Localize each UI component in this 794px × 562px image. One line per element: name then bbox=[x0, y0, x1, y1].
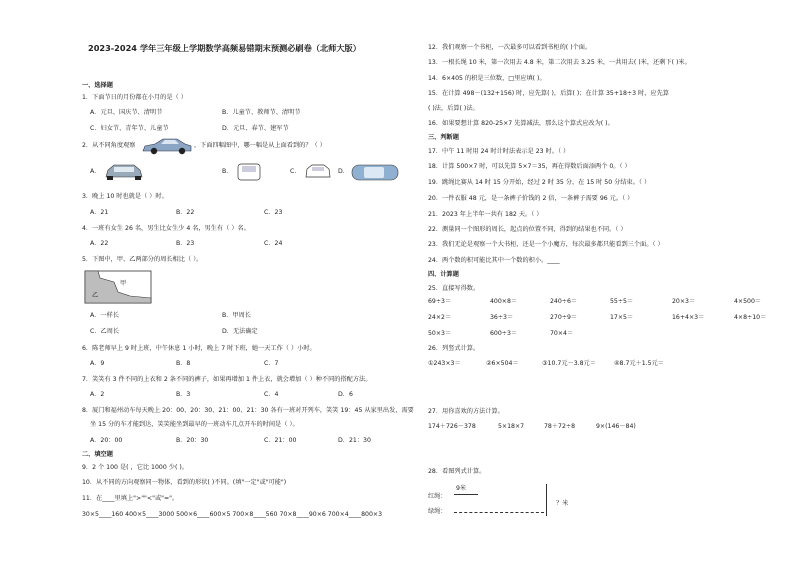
q1-option-a: A．元旦、国庆节、清明节 bbox=[90, 109, 163, 116]
q6-option-a: A．9 bbox=[90, 360, 105, 367]
question-3: 3．晚上 10 时也就是（ ）时。 bbox=[82, 193, 168, 200]
nine-meter-label: 9米 bbox=[456, 485, 467, 492]
q2-option-d: D． bbox=[338, 168, 349, 175]
mixed-calc-item: 5×18×7 bbox=[498, 423, 525, 430]
calc-item: 55÷5＝ bbox=[610, 298, 634, 305]
q2-option-b: B． bbox=[222, 168, 233, 175]
question-6: 6．陈老师早上 9 时上班，中午休息 1 小时，晚上 7 时下班，她一天工作（ ）小时。 bbox=[82, 345, 316, 352]
question-15-cont: ( )法，后算( )法。 bbox=[428, 105, 479, 112]
q2-option-a: A． bbox=[90, 168, 101, 175]
q7-option-d: D．6 bbox=[338, 391, 353, 398]
calc-item: 50×3＝ bbox=[428, 330, 452, 337]
question-21: 21．2023 年上半年一共有 182 天。（ ） bbox=[428, 211, 543, 218]
question-14: 14．6×405 的积是三位数，□里应填( )。 bbox=[428, 75, 546, 82]
question-23: 23．我们无论是观察一个大书柜，还是一个小魔方，每次最多都只能看到三个面。（ ） bbox=[428, 241, 664, 248]
section-calc: 四、计算题 bbox=[428, 271, 459, 278]
question-12: 12．我们观察一个书柜，一次最多可以看到书柜的( )个面。 bbox=[428, 44, 592, 51]
section-judge: 三、判断题 bbox=[428, 134, 459, 141]
calc-item: 400×8＝ bbox=[490, 298, 518, 305]
question-20: 20．一件衣服 48 元，是一条裤子价钱的 2 倍，一条裤子需要 96 元。（ ） bbox=[428, 195, 634, 202]
question-8-cont: 坐 15 分的车才能到达，笑笑能坐到最早的一班动车几点开车的时间是（ ）。 bbox=[90, 421, 299, 428]
red-rope-line bbox=[454, 494, 478, 495]
calc-item: 16+4×3＝ bbox=[672, 314, 705, 321]
q8-option-d: D．21：30 bbox=[338, 437, 371, 444]
question-22: 22．测量同一个图形的周长，起点的位置不同，得到的结果也不同。（ ） bbox=[428, 226, 627, 233]
calc-item: 17×5＝ bbox=[610, 314, 634, 321]
q8-option-a: A．20：00 bbox=[90, 437, 123, 444]
calc-item: 69÷3＝ bbox=[428, 298, 452, 305]
question-16: 16．如果要想计算 820-25×7 先算减法，那么这个算式应改为( )。 bbox=[428, 120, 614, 127]
q6-option-c: C．7 bbox=[264, 360, 279, 367]
calc-item: 70×4＝ bbox=[550, 330, 574, 337]
vertical-calc-item: ②6×504＝ bbox=[486, 360, 519, 367]
q5-option-d: D．无法确定 bbox=[222, 328, 258, 335]
question-18: 18．计算 500×7 时，可以先算 5×7＝35，再在得数后面添两个 0。（ ） bbox=[428, 163, 631, 170]
question-19: 19．跳绳比赛从 14 时 15 分开始，经过 2 时 35 分，在 15 时 50 分结束。（ ） bbox=[428, 179, 651, 186]
red-rope-label: 红绳： bbox=[428, 493, 447, 500]
q7-option-b: B．3 bbox=[176, 391, 191, 398]
vertical-calc-item: ④8.7元＋1.5元＝ bbox=[614, 360, 664, 367]
brace-line bbox=[546, 484, 547, 516]
car-front-image bbox=[104, 162, 144, 180]
figure-label-jia: 甲 bbox=[120, 280, 127, 287]
question-25: 25．直接写得数。 bbox=[428, 285, 480, 292]
q7-option-c: C．4 bbox=[264, 391, 279, 398]
question-15: 15．在计算 498－(132+156) 时，应先算( )，后算( )；在计算 35+18÷3 时，应先算 bbox=[428, 90, 669, 97]
question-11-row: 30×5____160 400×5____3000 500×6____600×5 700×8____560 70×8____90×6 700×4____800×3 bbox=[82, 511, 383, 518]
mixed-calc-item: 78＋72÷8 bbox=[544, 423, 576, 430]
question-1: 1．下面节日的月份都在小月的是（ ） bbox=[82, 94, 187, 101]
car-rear-image bbox=[304, 162, 332, 180]
q1-option-c: C．妇女节、青年节、儿童节 bbox=[90, 125, 169, 132]
q3-option-c: C．23 bbox=[264, 209, 283, 216]
calc-item: 240÷6＝ bbox=[550, 298, 578, 305]
mixed-calc-item: 9×(146－84) bbox=[596, 423, 636, 430]
q6-option-b: B．8 bbox=[176, 360, 191, 367]
q4-option-c: C．24 bbox=[264, 240, 283, 247]
green-rope-line bbox=[454, 512, 544, 513]
car-back-image bbox=[236, 160, 262, 182]
calc-item: 600÷3＝ bbox=[490, 330, 518, 337]
page-title: 2023-2024 学年三年级上学期数学高频易错期末预测必刷卷（北师大版） bbox=[88, 43, 361, 53]
q7-option-a: A．2 bbox=[90, 391, 105, 398]
question-24: 24．两个数的积可能比其中一个数的积小。____ bbox=[428, 257, 560, 264]
question-11: 11．在____里填上">""<"或"="。 bbox=[82, 495, 179, 502]
question-28: 28．看图列式计算。 bbox=[428, 468, 486, 475]
question-7: 7．笑笑有 3 件不同的上衣和 2 条不同的裤子，如果再增加 1 件上衣，就会增加（ ）种不同的搭配方法。 bbox=[82, 376, 372, 383]
q8-option-b: B．20：30 bbox=[176, 437, 209, 444]
calc-item: 36÷3＝ bbox=[490, 314, 514, 321]
question-17: 17．中午 11 时用 24 时计时法表示是 23 时。（ ） bbox=[428, 148, 570, 155]
q5-option-c: C．乙周长 bbox=[90, 328, 120, 335]
green-rope-label: 绿绳： bbox=[428, 508, 447, 515]
q1-option-d: D．元旦、春节、建军节 bbox=[222, 125, 289, 132]
mixed-calc-item: 174＋726－378 bbox=[428, 423, 476, 430]
calc-item: 4×8÷10＝ bbox=[734, 314, 767, 321]
q3-option-a: A．21 bbox=[90, 209, 109, 216]
vertical-calc-item: ①243×3＝ bbox=[428, 360, 461, 367]
question-27: 27．用你喜欢的方法计算。 bbox=[428, 408, 504, 415]
q5-option-a: A．一样长 bbox=[90, 312, 119, 319]
calc-item: 24×2＝ bbox=[428, 314, 452, 321]
q4-option-a: A．22 bbox=[90, 240, 109, 247]
question-26: 26．列竖式计算。 bbox=[428, 345, 480, 352]
calc-item: 20×3＝ bbox=[672, 298, 696, 305]
vertical-calc-item: ③10.7元－3.8元＝ bbox=[542, 360, 596, 367]
q1-option-b: B．儿童节、教师节、清明节 bbox=[222, 109, 301, 116]
question-4: 4．一班有女生 26 名，男生比女生少 4 名，男生有（ ）名。 bbox=[82, 225, 250, 232]
question-9: 9．2 个 100 是( ，它比 1000 少( )。 bbox=[82, 464, 188, 471]
car-top-image bbox=[350, 162, 400, 182]
question-10: 10．从不同的方向观察同一物体，看到的形状( )不同。(填"一定"或"可能") bbox=[82, 479, 287, 486]
question-8: 8．厦门和福州动车每天晚上 20：00、20：30、21：00、21：30 各有一班对开列车，笑笑 19：45 从家里出发，需要 bbox=[82, 407, 414, 414]
q5-option-b: B．甲周长 bbox=[222, 312, 251, 319]
calc-item: 270÷9＝ bbox=[550, 314, 578, 321]
q3-option-b: B．22 bbox=[176, 209, 195, 216]
section-fill: 二、填空题 bbox=[82, 451, 113, 458]
q4-option-b: B．23 bbox=[176, 240, 195, 247]
q2-option-c: C． bbox=[290, 168, 301, 175]
question-2-cont: ，下面四幅图中，哪一幅是从上面看到的？（ ） bbox=[194, 142, 326, 149]
question-5: 5．下图中，甲、乙两部分的周长相比（ ）。 bbox=[82, 256, 203, 263]
section-choice: 一、选择题 bbox=[82, 82, 113, 89]
car-side-image bbox=[141, 136, 193, 156]
question-2: 2．从不同角度观察 bbox=[82, 142, 136, 149]
q8-option-c: C．21：00 bbox=[264, 437, 297, 444]
unknown-meter-label: ？米 bbox=[556, 500, 569, 507]
question-13: 13．一根长绳 10 米，第一次用去 4.8 米，第二次用去 3.25 米，一共用去( )米，还剩下( )米。 bbox=[428, 59, 691, 66]
figure-label-yi: 乙 bbox=[92, 292, 99, 299]
calc-item: 4×500＝ bbox=[734, 298, 762, 305]
